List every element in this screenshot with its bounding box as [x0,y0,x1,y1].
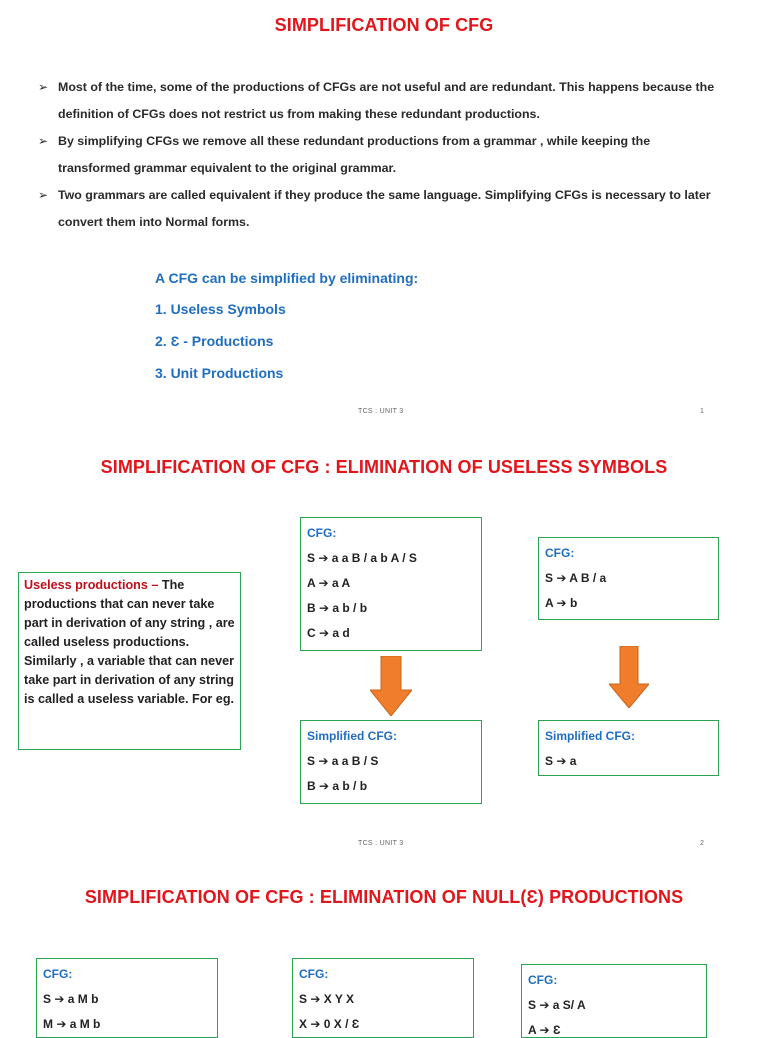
slide3-title: SIMPLIFICATION OF CFG : ELIMINATION OF NULL(Ɛ) PRODUCTIONS [84,887,684,907]
slide2-title: SIMPLIFICATION OF CFG : ELIMINATION OF USELESS SYMBOLS [100,457,668,477]
slide1-bullet-list [38,74,728,236]
cfg-heading: CFG: [307,526,337,540]
simplified-cfg-box-1 [300,720,482,804]
production-rule: S ➔ a [545,754,577,768]
production-rule: S ➔ X Y X [299,992,354,1006]
slide2-page-number: 2 [700,840,704,847]
slide1-page-number: 1 [700,408,704,415]
definition-box [18,572,241,750]
bullet-arrow-icon: ➢ [38,188,49,202]
cfg-heading: CFG: [43,967,73,981]
production-rule: B ➔ a b / b [307,779,368,793]
bullet-line: transformed grammar equivalent to the original grammar. [58,161,397,175]
production-rule: S ➔ a a B / S [307,754,379,768]
list-item-useless: 1. Useless Symbols [155,301,286,317]
bullet-line: convert them into Normal forms. [58,215,250,229]
production-rule: A ➔ a A [307,576,351,590]
bullet-line: By simplifying CFGs we remove all these redundant productions from a grammar , while keeping the [58,134,651,148]
production-rule: C ➔ a d [307,626,350,640]
cfg-box-2 [538,537,719,620]
bullet-item [38,128,728,182]
down-arrow-icon [370,656,412,716]
cfg-box-3b [292,958,474,1038]
slide2-footer: TCS : UNIT 3 [358,840,404,847]
cfg-heading: CFG: [528,973,558,987]
bullet-item [38,74,728,128]
production-rule: M ➔ a M b [43,1017,101,1031]
production-rule: S ➔ a a B / a b A / S [307,551,417,565]
list-item-null: 2. Ɛ - Productions [155,333,274,349]
production-rule: A ➔ Ɛ [528,1023,561,1037]
production-rule: B ➔ a b / b [307,601,368,615]
definition-text [24,576,235,709]
bullet-line: Most of the time, some of the productions of CFGs are not useful and are redundant. This happens because the [58,80,715,94]
production-rule: S ➔ a M b [43,992,99,1006]
slide1-footer: TCS : UNIT 3 [358,408,404,415]
bullet-line: Two grammars are called equivalent if they produce the same language. Simplifying CFGs is necessary to later [58,188,711,202]
production-rule: X ➔ 0 X / Ɛ [299,1017,360,1031]
cfg-heading: CFG: [299,967,329,981]
down-arrow-icon [609,646,649,708]
simplified-heading: Simplified CFG: [545,729,635,743]
bullet-arrow-icon: ➢ [38,134,49,148]
slide1-title: SIMPLIFICATION OF CFG [274,15,494,35]
cfg-box-3a [36,958,218,1038]
bullet-item [38,182,728,236]
simplified-heading: Simplified CFG: [307,729,397,743]
production-rule: S ➔ a S/ A [528,998,586,1012]
simplified-cfg-box-2 [538,720,719,776]
bullet-arrow-icon: ➢ [38,80,49,94]
bullet-line: definition of CFGs does not restrict us from making these redundant productions. [58,107,540,121]
definition-term: Useless productions – [24,578,159,592]
cfg-heading: CFG: [545,546,575,560]
definition-body: The productions that can never take part in derivation of any string , are called useless productions. Similarly , a variable that can never take part in derivation of any string is called a useless variable. For eg. [24,578,235,706]
cfg-box-3c [521,964,707,1038]
eliminate-heading: A CFG can be simplified by eliminating: [155,270,419,286]
cfg-box-1 [300,517,482,651]
production-rule: S ➔ A B / a [545,571,607,585]
production-rule: A ➔ b [545,596,578,610]
list-item-unit: 3. Unit Productions [155,365,284,381]
